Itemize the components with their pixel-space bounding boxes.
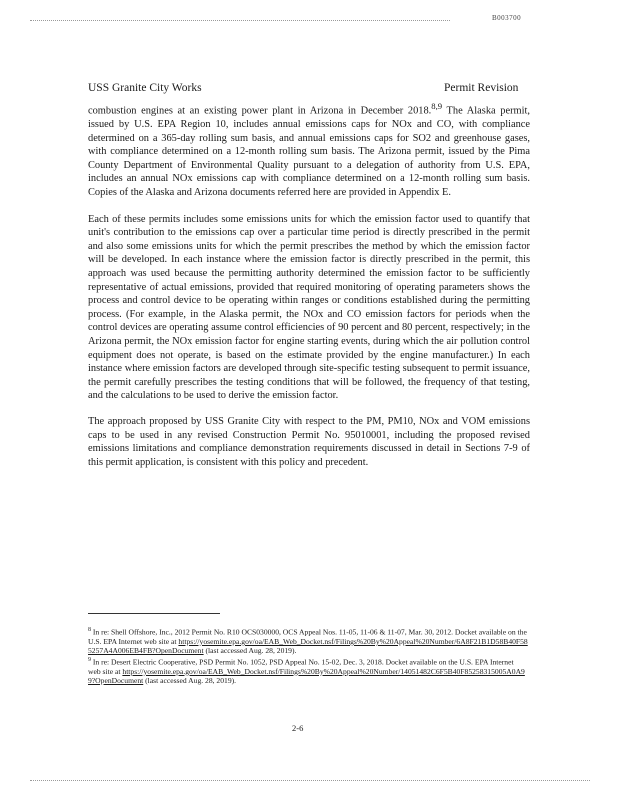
bates-number: B003700 <box>492 14 522 22</box>
footnote-number: 9 <box>88 656 91 663</box>
header-organization: USS Granite City Works <box>88 82 202 94</box>
footnote-accessed: (last accessed Aug. 28, 2019). <box>143 676 237 686</box>
paragraph-2: Each of these permits includes some emissions units for which the emission factor used to quantify that unit's contribution to the emissions cap over a particular time period is directly prescribed in the permit and also some emissions units for which the permit prescribes the method by which the emission factor will be developed. In each instance where the emission factor is directly prescribed in the permit, this approach was used because the permitting authority determined the emission factor to be sufficiently representative of actual emissions, provided that required monitoring of operating parameters shows the process and control device to be operating within ranges or conditions established during the permitting process. (For example, in the Alaska permit, the NOx and CO emission factors for periods when the control devices are operating assume control efficiencies of 90 percent and 80 percent, respectively; in the Arizona permit, the NOx emission factor for engine starting events, during which the air pollution control equipment does not operate, is based on the estimate provided by the engine manufacturer.) In each instance where emission factors are developed through site-specific testing subsequent to permit issuance, the permit carefully prescribes the testing conditions that will be followed, the frequency of that testing, and the calculations to be used to derive the emission factor. <box>88 213 530 402</box>
scan-edge-bottom <box>30 780 590 781</box>
footnote-number: 8 <box>88 627 91 633</box>
paragraph-3: The approach proposed by USS Granite City with respect to the PM, PM10, NOx and VOM emissions caps to be used in any revised Construction Permit No. 95010001, including the proposed revised emissions limitations and compliance demonstration requirements discussed in detail in Sections 7-9 of this permit application, is consistent with this policy and precedent. <box>88 415 530 468</box>
footnote-8 <box>88 626 528 656</box>
footnote-link[interactable]: https://yosemite.epa.gov/oa/EAB_Web_Docket.nsf/Filings%20By%20Appeal%20Number/6A8F21B1D58B40F585257A4A006EB4FB?OpenDocument <box>88 636 528 656</box>
paragraph-1-rest: The Alaska permit, issued by U.S. EPA Region 10, includes annual emissions caps for NOx and CO, with compliance determined on a 365-day rolling sum basis, and annual emissions caps for SO2 and greenhouse gases, with compliance determined on a 12-month rolling sum basis. The Arizona permit, issued by the Pima County Department of Environmental Quality pursuant to a delegation of authority from U.S. EPA, includes an annual NOx emissions cap with compliance determined on a 12-month rolling sum basis. Copies of the Alaska and Arizona documents referred here are provided in Appendix E. <box>88 105 530 199</box>
footnote-text: In re: Desert Electric Cooperative, PSD Permit No. 1052, PSD Appeal No. 15-02, Dec. 3, 2018. Docket available on the U.S. EPA Internet web site at <box>88 657 514 676</box>
footnotes <box>88 626 528 686</box>
document-body <box>88 100 530 481</box>
page-number: 2-6 <box>292 723 304 733</box>
footnote-accessed: (last accessed Aug. 28, 2019). <box>203 646 297 656</box>
paragraph-1-start: combustion engines at an existing power plant in Arizona in December 2018. <box>88 105 432 117</box>
paragraph-1 <box>88 100 530 200</box>
footnote-link[interactable]: https://yosemite.epa.gov/oa/EAB_Web_Docket.nsf/Filings%20By%20Appeal%20Number/14051482C6F5B40F85258315005A0A99?OpenDocument <box>88 666 525 686</box>
header-document-type: Permit Revision <box>444 82 519 94</box>
scan-edge-top <box>30 20 450 21</box>
footnote-9 <box>88 656 528 686</box>
footnote-separator <box>88 613 220 614</box>
footnote-text: In re: Shell Offshore, Inc., 2012 Permit No. R10 OCS030000, OCS Appeal Nos. 11-05, 11-06 & 11-07, Mar. 30, 2012. Docket available on the U.S. EPA Internet web site at <box>88 627 527 646</box>
footnote-ref-8-9: 8,9 <box>431 101 443 111</box>
